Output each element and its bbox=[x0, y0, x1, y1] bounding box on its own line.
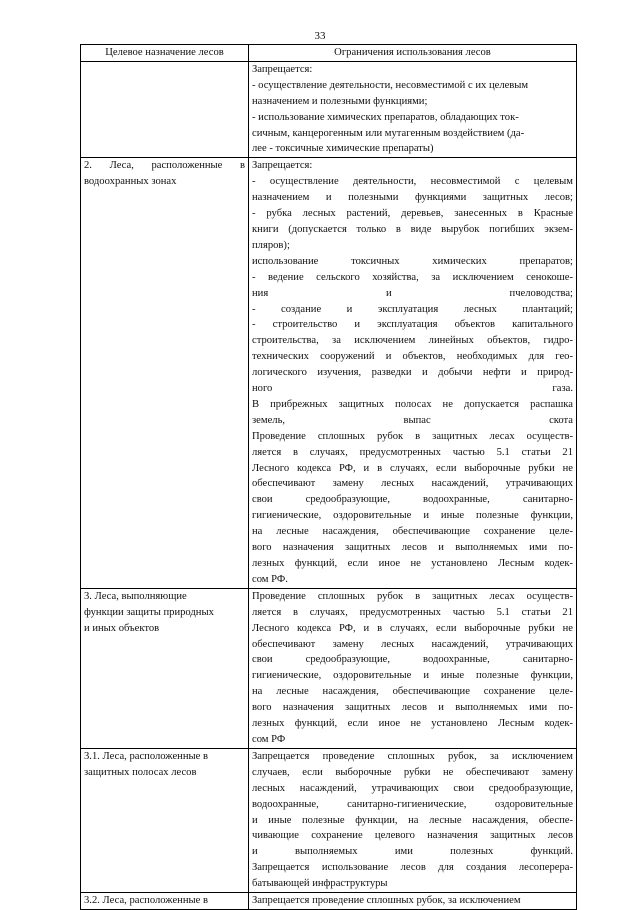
restriction-line: на лесные насаждения, обеспечивающие сохранение целе- bbox=[252, 526, 573, 538]
restriction-line: Запрещается проведение сплошных рубок, за исключением bbox=[252, 750, 573, 762]
forest-category-cell bbox=[81, 748, 249, 892]
restriction-line: использование токсичных химических препаратов; bbox=[252, 255, 573, 267]
restriction-line: - рубка лесных растений, деревьев, занесенных в Красные bbox=[252, 208, 573, 220]
category-line: функции защиты природных bbox=[84, 606, 214, 618]
restriction-line: ного газа. bbox=[252, 383, 573, 395]
restriction-line: Лесного кодекса РФ, и в случаях, если выборочные рубки не bbox=[252, 622, 573, 634]
restriction-line: - использование химических препаратов, обладающих ток- bbox=[252, 111, 519, 123]
table-row bbox=[81, 158, 577, 588]
restrictions-cell bbox=[249, 893, 577, 910]
restriction-line: свои средообразующие, водоохранные, санитарно- bbox=[252, 654, 573, 666]
restriction-line: случаев, если выборочные рубки не обеспечивают замену bbox=[252, 766, 573, 778]
restriction-line: лезных функций, если иное не установлено Лесным кодек- bbox=[252, 558, 573, 569]
restriction-line: сом РФ bbox=[252, 733, 286, 745]
restrictions-cell bbox=[249, 61, 577, 157]
header-forest-restrictions: Ограничения использования лесов bbox=[249, 45, 577, 62]
category-line: 3.2. Леса, расположенные в bbox=[84, 895, 208, 907]
restriction-line: книги (допускается только в виде вырубок погибших экзем- bbox=[252, 223, 573, 235]
restriction-line: В прибрежных защитных полосах не допускается распашка bbox=[252, 398, 573, 410]
forest-category-cell bbox=[81, 158, 249, 588]
restriction-line: пляров); bbox=[252, 239, 290, 251]
restriction-line: - строительство и эксплуатация объектов капитального bbox=[252, 319, 573, 331]
table-row bbox=[81, 61, 577, 157]
category-line: 2. Леса, расположенные в bbox=[84, 160, 245, 172]
restrictions-cell bbox=[249, 588, 577, 748]
restriction-line: логического изучения, разведки и добычи нефти и природ- bbox=[252, 367, 573, 379]
restriction-line: Запрещается: bbox=[252, 160, 313, 172]
restriction-line: и иные полезные функции, на лесные насаждения, обеспе- bbox=[252, 814, 573, 826]
restriction-line: сичным, канцерогенным или мутагенным воздействием (да- bbox=[252, 127, 525, 139]
forest-category-cell bbox=[81, 893, 249, 910]
restriction-line: обеспечивают замену лесных насаждений, утрачивающих bbox=[252, 638, 573, 650]
restriction-line: строительства, за исключением линейных объектов, гидро- bbox=[252, 335, 573, 347]
forest-restrictions-table bbox=[80, 44, 577, 910]
restriction-line: вого назначения защитных лесов и выполняемых ими по- bbox=[252, 702, 573, 714]
table-header-row bbox=[81, 45, 577, 62]
restriction-line: Запрещается использование лесов для создания лесоперера- bbox=[252, 862, 573, 874]
restriction-line: - ведение сельского хозяйства, за исключением сенокоше- bbox=[252, 271, 573, 283]
restriction-line: гигиенические, оздоровительные и иные полезные функции, bbox=[252, 510, 573, 522]
restriction-line: лезных функций, если иное не установлено Лесным кодек- bbox=[252, 718, 573, 730]
restriction-line: гигиенические, оздоровительные и иные полезные функции, bbox=[252, 670, 573, 682]
restriction-line: и выполняемых ими полезных функций. bbox=[252, 846, 573, 858]
restriction-line: на лесные насаждения, обеспечивающие сохранение целе- bbox=[252, 686, 573, 698]
table-row bbox=[81, 588, 577, 748]
restriction-line: ния и пчеловодства; bbox=[252, 287, 573, 299]
category-line: 3. Леса, выполняющие bbox=[84, 590, 187, 602]
forest-category-cell bbox=[81, 588, 249, 748]
restriction-line: Лесного кодекса РФ, и в случаях, если выборочные рубки не bbox=[252, 462, 573, 474]
restriction-line: лесных насаждений, утрачивающих свои средообразующие, bbox=[252, 782, 573, 794]
page-number: 33 bbox=[314, 30, 326, 42]
restriction-line: - осуществление деятельности, несовместимой с их целевым bbox=[252, 79, 529, 91]
restriction-line: лее - токсичные химические препараты) bbox=[252, 143, 434, 155]
table-row bbox=[81, 748, 577, 892]
restriction-line: свои средообразующие, водоохранные, санитарно- bbox=[252, 494, 573, 506]
restriction-line: земель, выпас скота bbox=[252, 414, 573, 426]
restriction-line: Проведение сплошных рубок в защитных лесах осуществ- bbox=[252, 430, 573, 442]
restrictions-cell bbox=[249, 158, 577, 588]
restriction-line: назначением и полезными функциями защитных лесов; bbox=[252, 192, 573, 204]
category-line: водоохранных зонах bbox=[84, 176, 177, 188]
restriction-line: вого назначения защитных лесов и выполняемых ими по- bbox=[252, 542, 573, 554]
forest-category-cell bbox=[81, 61, 249, 157]
restriction-line: батывающей инфраструктуры bbox=[252, 878, 388, 890]
header-forest-purpose: Целевое назначение лесов bbox=[81, 45, 249, 62]
category-line: 3.1. Леса, расположенные в bbox=[84, 750, 208, 762]
restriction-line: - создание и эксплуатация лесных плантаций; bbox=[252, 303, 573, 315]
restriction-line: ляется в случаях, предусмотренных частью 5.1 статьи 21 bbox=[252, 446, 573, 458]
restriction-line: технических сооружений и объектов, необходимых для гео- bbox=[252, 351, 573, 363]
category-line: защитных полосах лесов bbox=[84, 766, 197, 778]
restriction-line: Запрещается проведение сплошных рубок, за исключением bbox=[252, 895, 521, 907]
restriction-line: чивающие сохранение целевого назначения защитных лесов bbox=[252, 830, 573, 842]
table-row bbox=[81, 893, 577, 910]
restriction-line: водоохранные, санитарно-гигиенические, оздоровительные bbox=[252, 798, 573, 810]
restrictions-cell bbox=[249, 748, 577, 892]
restriction-line: Запрещается: bbox=[252, 63, 313, 75]
restriction-line: назначением и полезными функциями; bbox=[252, 95, 428, 107]
restriction-line: ляется в случаях, предусмотренных частью 5.1 статьи 21 bbox=[252, 606, 573, 618]
restriction-line: - осуществление деятельности, несовместимой с целевым bbox=[252, 176, 573, 188]
restriction-line: Проведение сплошных рубок в защитных лесах осуществ- bbox=[252, 590, 573, 602]
category-line: и иных объектов bbox=[84, 622, 160, 634]
restriction-line: обеспечивают замену лесных насаждений, утрачивающих bbox=[252, 478, 573, 490]
restriction-line: сом РФ. bbox=[252, 573, 288, 585]
